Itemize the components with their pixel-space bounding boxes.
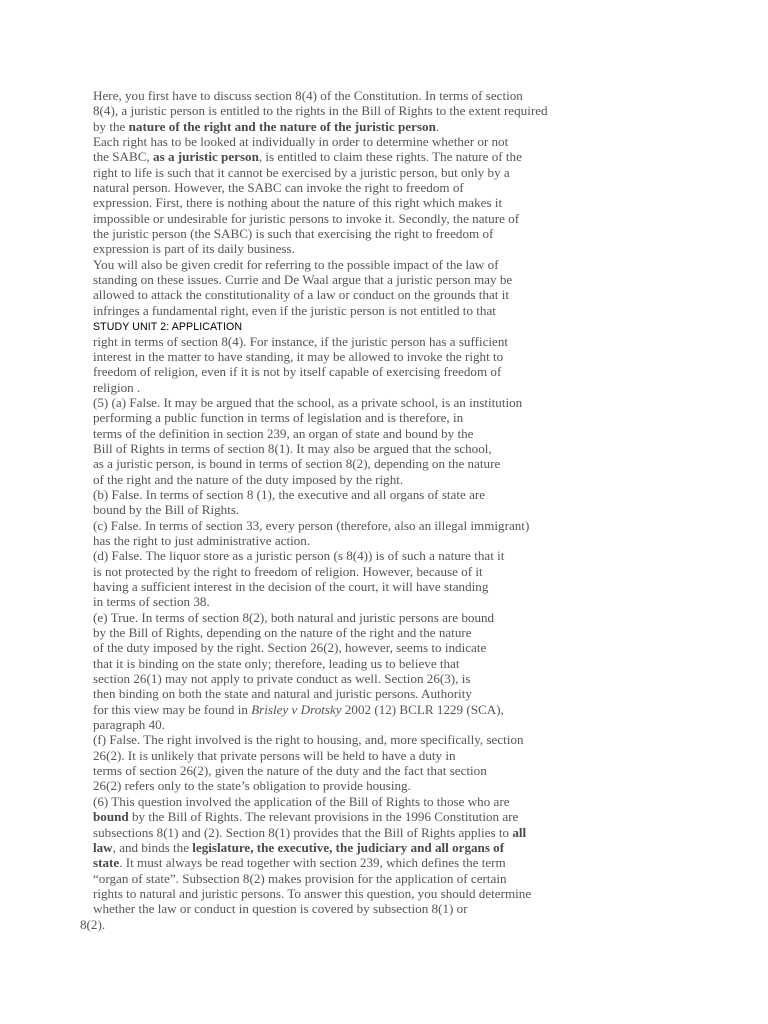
text-line: [93, 901, 753, 916]
text-run: impossible or undesirable for juristic persons to invoke it. Secondly, the nature of: [93, 210, 520, 226]
text-line: [93, 778, 753, 793]
text-line: [93, 195, 753, 210]
text-line: [93, 748, 753, 763]
text-run: by the Bill of Rights, depending on the nature of the right and the nature: [93, 625, 472, 641]
text-run: for this view may be found in: [93, 701, 252, 717]
text-line: [93, 380, 753, 395]
text-line: [93, 211, 753, 226]
text-run: 8(4), a juristic person is entitled to the rights in the Bill of Rights to the extent required: [93, 103, 548, 119]
bold-run: legislature, the executive, the judiciary and all organs of: [192, 839, 505, 855]
text-line: [93, 702, 753, 717]
text-line: [93, 119, 753, 134]
italic-run: Brisley v Drotsky: [251, 701, 342, 717]
bold-run: bound: [93, 809, 129, 825]
text-run: by the Bill of Rights. The relevant provisions in the 1996 Constitution are: [128, 809, 519, 825]
text-line: [93, 395, 753, 410]
text-run: (c) False. In terms of section 33, every person (therefore, also an illegal immigrant): [93, 517, 530, 533]
text-line: [93, 809, 753, 824]
text-line: [93, 349, 753, 364]
text-run: interest in the matter to have standing, it may be allowed to invoke the right to: [93, 348, 504, 364]
text-run: subsections 8(1) and (2). Section 8(1) provides that the Bill of Rights applies to: [93, 824, 513, 840]
text-line: [93, 840, 753, 855]
study-unit-heading: STUDY UNIT 2: APPLICATION: [93, 321, 243, 334]
text-run: right to life is such that it cannot be exercised by a juristic person, but only by a: [93, 164, 510, 180]
text-line: [93, 364, 753, 379]
text-line: [80, 917, 753, 932]
bold-run: state: [93, 855, 120, 871]
text-run: (5) (a) False. It may be argued that the school, as a private school, is an institution: [93, 394, 523, 410]
text-line: [93, 763, 753, 778]
text-run: “organ of state”. Subsection 8(2) makes provision for the application of certain: [93, 870, 507, 886]
text-run: by the: [93, 118, 129, 134]
text-line: [93, 334, 753, 349]
text-run: You will also be given credit for referring to the possible impact of the law of: [93, 256, 499, 272]
text-line: [93, 149, 753, 164]
text-run: (6) This question involved the application of the Bill of Rights to those who are: [93, 793, 510, 809]
text-run: (d) False. The liquor store as a juristic person (s 8(4)) is of such a nature that it: [93, 548, 505, 564]
text-line: [93, 226, 753, 241]
text-line: [93, 855, 753, 870]
text-line: [93, 594, 753, 609]
text-run: bound by the Bill of Rights.: [93, 502, 240, 518]
text-run: , and binds the: [112, 839, 193, 855]
bold-run: law: [93, 839, 113, 855]
bold-run: all: [512, 824, 527, 840]
text-line: [93, 548, 753, 563]
text-line: [93, 165, 753, 180]
text-line: [93, 625, 753, 640]
text-run: (f) False. The right involved is the right to housing, and, more specifically, section: [93, 732, 524, 748]
text-run: 26(2) refers only to the state’s obligation to provide housing.: [93, 778, 411, 794]
text-run: rights to natural and juristic persons. To answer this question, you should determine: [93, 885, 532, 901]
bold-run: nature of the right and the nature of the juristic person: [128, 118, 436, 134]
text-line: [93, 287, 753, 302]
text-run: the juristic person (the SABC) is such that exercising the right to freedom of: [93, 226, 494, 242]
text-run: 8(2).: [80, 916, 106, 932]
text-run: infringes a fundamental right, even if the juristic person is not entitled to that: [93, 302, 496, 318]
text-run: Here, you first have to discuss section 8(4) of the Constitution. In terms of section: [93, 88, 523, 103]
text-line: [93, 579, 753, 594]
text-run: allowed to attack the constitutionality of a law or conduct on the grounds that it: [93, 287, 509, 303]
text-run: terms of section 26(2), given the nature of the duty and the fact that section: [93, 763, 487, 779]
text-line: [93, 825, 753, 840]
text-run: of the right and the nature of the duty imposed by the right.: [93, 471, 404, 487]
text-line: [93, 686, 753, 701]
text-run: in terms of section 38.: [93, 594, 210, 610]
document-body-text: [80, 88, 753, 932]
text-run: the SABC,: [93, 149, 154, 165]
text-run: 2002 (12) BCLR 1229 (SCA),: [341, 701, 504, 717]
text-run: right in terms of section 8(4). For instance, if the juristic person has a sufficient: [93, 333, 509, 349]
text-run: paragraph 40.: [93, 717, 165, 733]
text-run: (b) False. In terms of section 8 (1), the executive and all organs of state are: [93, 486, 486, 502]
text-run: . It must always be read together with section 239, which defines the term: [119, 855, 506, 871]
text-line: [93, 257, 753, 272]
text-line: [93, 456, 753, 471]
text-run: having a sufficient interest in the decision of the court, it will have standing: [93, 579, 489, 594]
text-run: expression. First, there is nothing about the nature of this right which makes it: [93, 195, 503, 211]
text-run: , is entitled to claim these rights. The nature of the: [258, 149, 522, 165]
text-line: [93, 640, 753, 655]
text-run: 26(2). It is unlikely that private persons will be held to have a duty in: [93, 747, 456, 763]
text-line: [93, 518, 753, 533]
text-line: [93, 886, 753, 901]
text-line: [93, 441, 753, 456]
text-line: [93, 610, 753, 625]
text-line: [93, 717, 753, 732]
text-run: standing on these issues. Currie and De Waal argue that a juristic person may be: [93, 272, 513, 288]
text-line: [93, 410, 753, 425]
text-run: that it is binding on the state only; therefore, leading us to believe that: [93, 655, 460, 671]
bold-run: as a juristic person: [153, 149, 259, 165]
text-line: [93, 671, 753, 686]
text-run: expression is part of its daily business.: [93, 241, 295, 257]
text-run: as a juristic person, is bound in terms of section 8(2), depending on the nature: [93, 456, 501, 472]
text-run: whether the law or conduct in question is covered by subsection 8(1) or: [93, 901, 468, 917]
text-line: [93, 103, 753, 118]
text-line: [93, 426, 753, 441]
text-line: [93, 871, 753, 886]
text-run: (e) True. In terms of section 8(2), both natural and juristic persons are bound: [93, 609, 495, 625]
text-line: [93, 732, 753, 747]
text-line: [93, 134, 753, 149]
text-line: [93, 472, 753, 487]
text-run: of the duty imposed by the right. Section 26(2), however, seems to indicate: [93, 640, 487, 656]
text-run: Each right has to be looked at individually in order to determine whether or not: [93, 134, 509, 150]
text-run: freedom of religion, even if it is not by itself capable of exercising freedom of: [93, 364, 502, 380]
text-line: [93, 502, 753, 517]
text-line: [93, 88, 753, 103]
text-line: [93, 241, 753, 256]
text-line: [93, 794, 753, 809]
text-run: performing a public function in terms of legislation and is therefore, in: [93, 410, 464, 426]
text-line: [93, 318, 753, 333]
text-run: Bill of Rights in terms of section 8(1). It may also be argued that the school,: [93, 440, 492, 456]
text-run: terms of the definition in section 239, an organ of state and bound by the: [93, 425, 474, 441]
text-line: [93, 180, 753, 195]
text-run: natural person. However, the SABC can invoke the right to freedom of: [93, 180, 464, 196]
text-line: [93, 272, 753, 287]
text-run: has the right to just administrative action.: [93, 532, 311, 548]
text-run: then binding on both the state and natural and juristic persons. Authority: [93, 686, 472, 702]
text-run: religion .: [93, 379, 141, 395]
text-line: [93, 656, 753, 671]
text-run: is not protected by the right to freedom of religion. However, because of it: [93, 563, 483, 579]
text-run: .: [435, 118, 440, 134]
text-line: [93, 533, 753, 548]
text-line: [93, 303, 753, 318]
text-run: section 26(1) may not apply to private conduct as well. Section 26(3), is: [93, 671, 471, 687]
text-line: [93, 564, 753, 579]
text-line: [93, 487, 753, 502]
